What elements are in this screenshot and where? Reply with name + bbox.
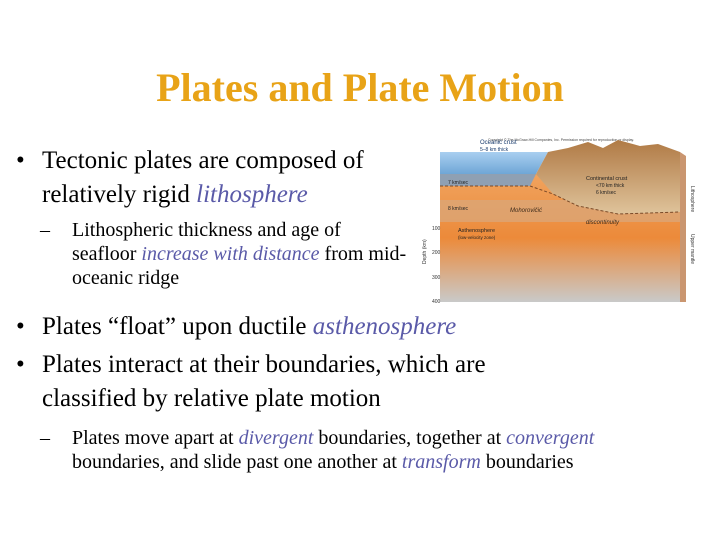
- bullet-1: [16, 144, 416, 212]
- lithosphere-diagram: [418, 134, 696, 306]
- dash-glyph: –: [40, 219, 50, 241]
- asthenosphere-sub-label: (low-velocity zone): [458, 235, 496, 240]
- upper-mantle-side-label: Upper mantle: [689, 234, 695, 265]
- depth-tick-300: 300: [432, 275, 441, 281]
- discontinuity-label: discontinuity: [586, 220, 620, 226]
- emphasis-lithosphere: lithosphere: [196, 181, 308, 208]
- bullet-glyph: •: [16, 147, 25, 174]
- block-side-edge: [680, 152, 686, 302]
- oceanic-speed-label: 7 km/sec: [448, 180, 469, 186]
- sub-bullet-1: [40, 218, 410, 290]
- emphasis-divergent: divergent: [238, 427, 314, 449]
- depth-tick-400: 400: [432, 299, 441, 305]
- bullet-2: [16, 310, 696, 344]
- lithosphere-side-label: Lithosphere: [689, 186, 695, 213]
- moho-label: Mohorovičić: [510, 208, 543, 214]
- bullet-3: [16, 348, 576, 416]
- oceanic-crust-label: Oceanic crust: [480, 140, 517, 146]
- sub-bullet-2: [40, 426, 620, 474]
- bullet-glyph: •: [16, 351, 25, 378]
- bullet-glyph: •: [16, 313, 25, 340]
- figure-copyright: Copyright © The McGraw-Hill Companies, Inc. Permission required for reproduction or display.: [488, 138, 635, 142]
- emphasis-transform: transform: [401, 451, 481, 473]
- dash-glyph: –: [40, 427, 50, 449]
- oceanic-thick-label: 5–8 km thick: [480, 147, 509, 153]
- depth-tick-200: 200: [432, 250, 441, 256]
- emphasis-convergent: convergent: [506, 427, 595, 449]
- mantle-speed-label: 8 km/sec: [448, 206, 469, 212]
- emphasis-asthenosphere: asthenosphere: [312, 313, 457, 340]
- continental-speed-label: 6 km/sec: [596, 190, 617, 196]
- continental-thick-label: <70 km thick: [596, 183, 625, 189]
- depth-tick-100: 100: [432, 226, 441, 232]
- depth-axis-label: Depth (km): [422, 239, 428, 264]
- sub-bullet-1-text: Lithospheric thickness and age of seafloor increase with distance from mid-oceanic ridge: [72, 219, 407, 289]
- bullet-3-text: Plates interact at their boundaries, which are classified by relative plate motion: [42, 351, 486, 412]
- bullet-2-text: Plates “float” upon ductile asthenosphere: [42, 313, 457, 340]
- asthenosphere-label: Asthenosphere: [458, 228, 495, 234]
- emphasis-increase: increase with distance: [141, 243, 320, 265]
- slide-title: Plates and Plate Motion: [156, 65, 564, 110]
- sub-bullet-2-text: Plates move apart at divergent boundaries, together at convergent boundaries, and slide past one another at transform boundaries: [72, 427, 595, 473]
- bullet-1-text: Tectonic plates are composed of relatively rigid lithosphere: [42, 147, 364, 208]
- ocean-water: [440, 152, 548, 174]
- continental-crust-label: Continental crust: [586, 176, 628, 182]
